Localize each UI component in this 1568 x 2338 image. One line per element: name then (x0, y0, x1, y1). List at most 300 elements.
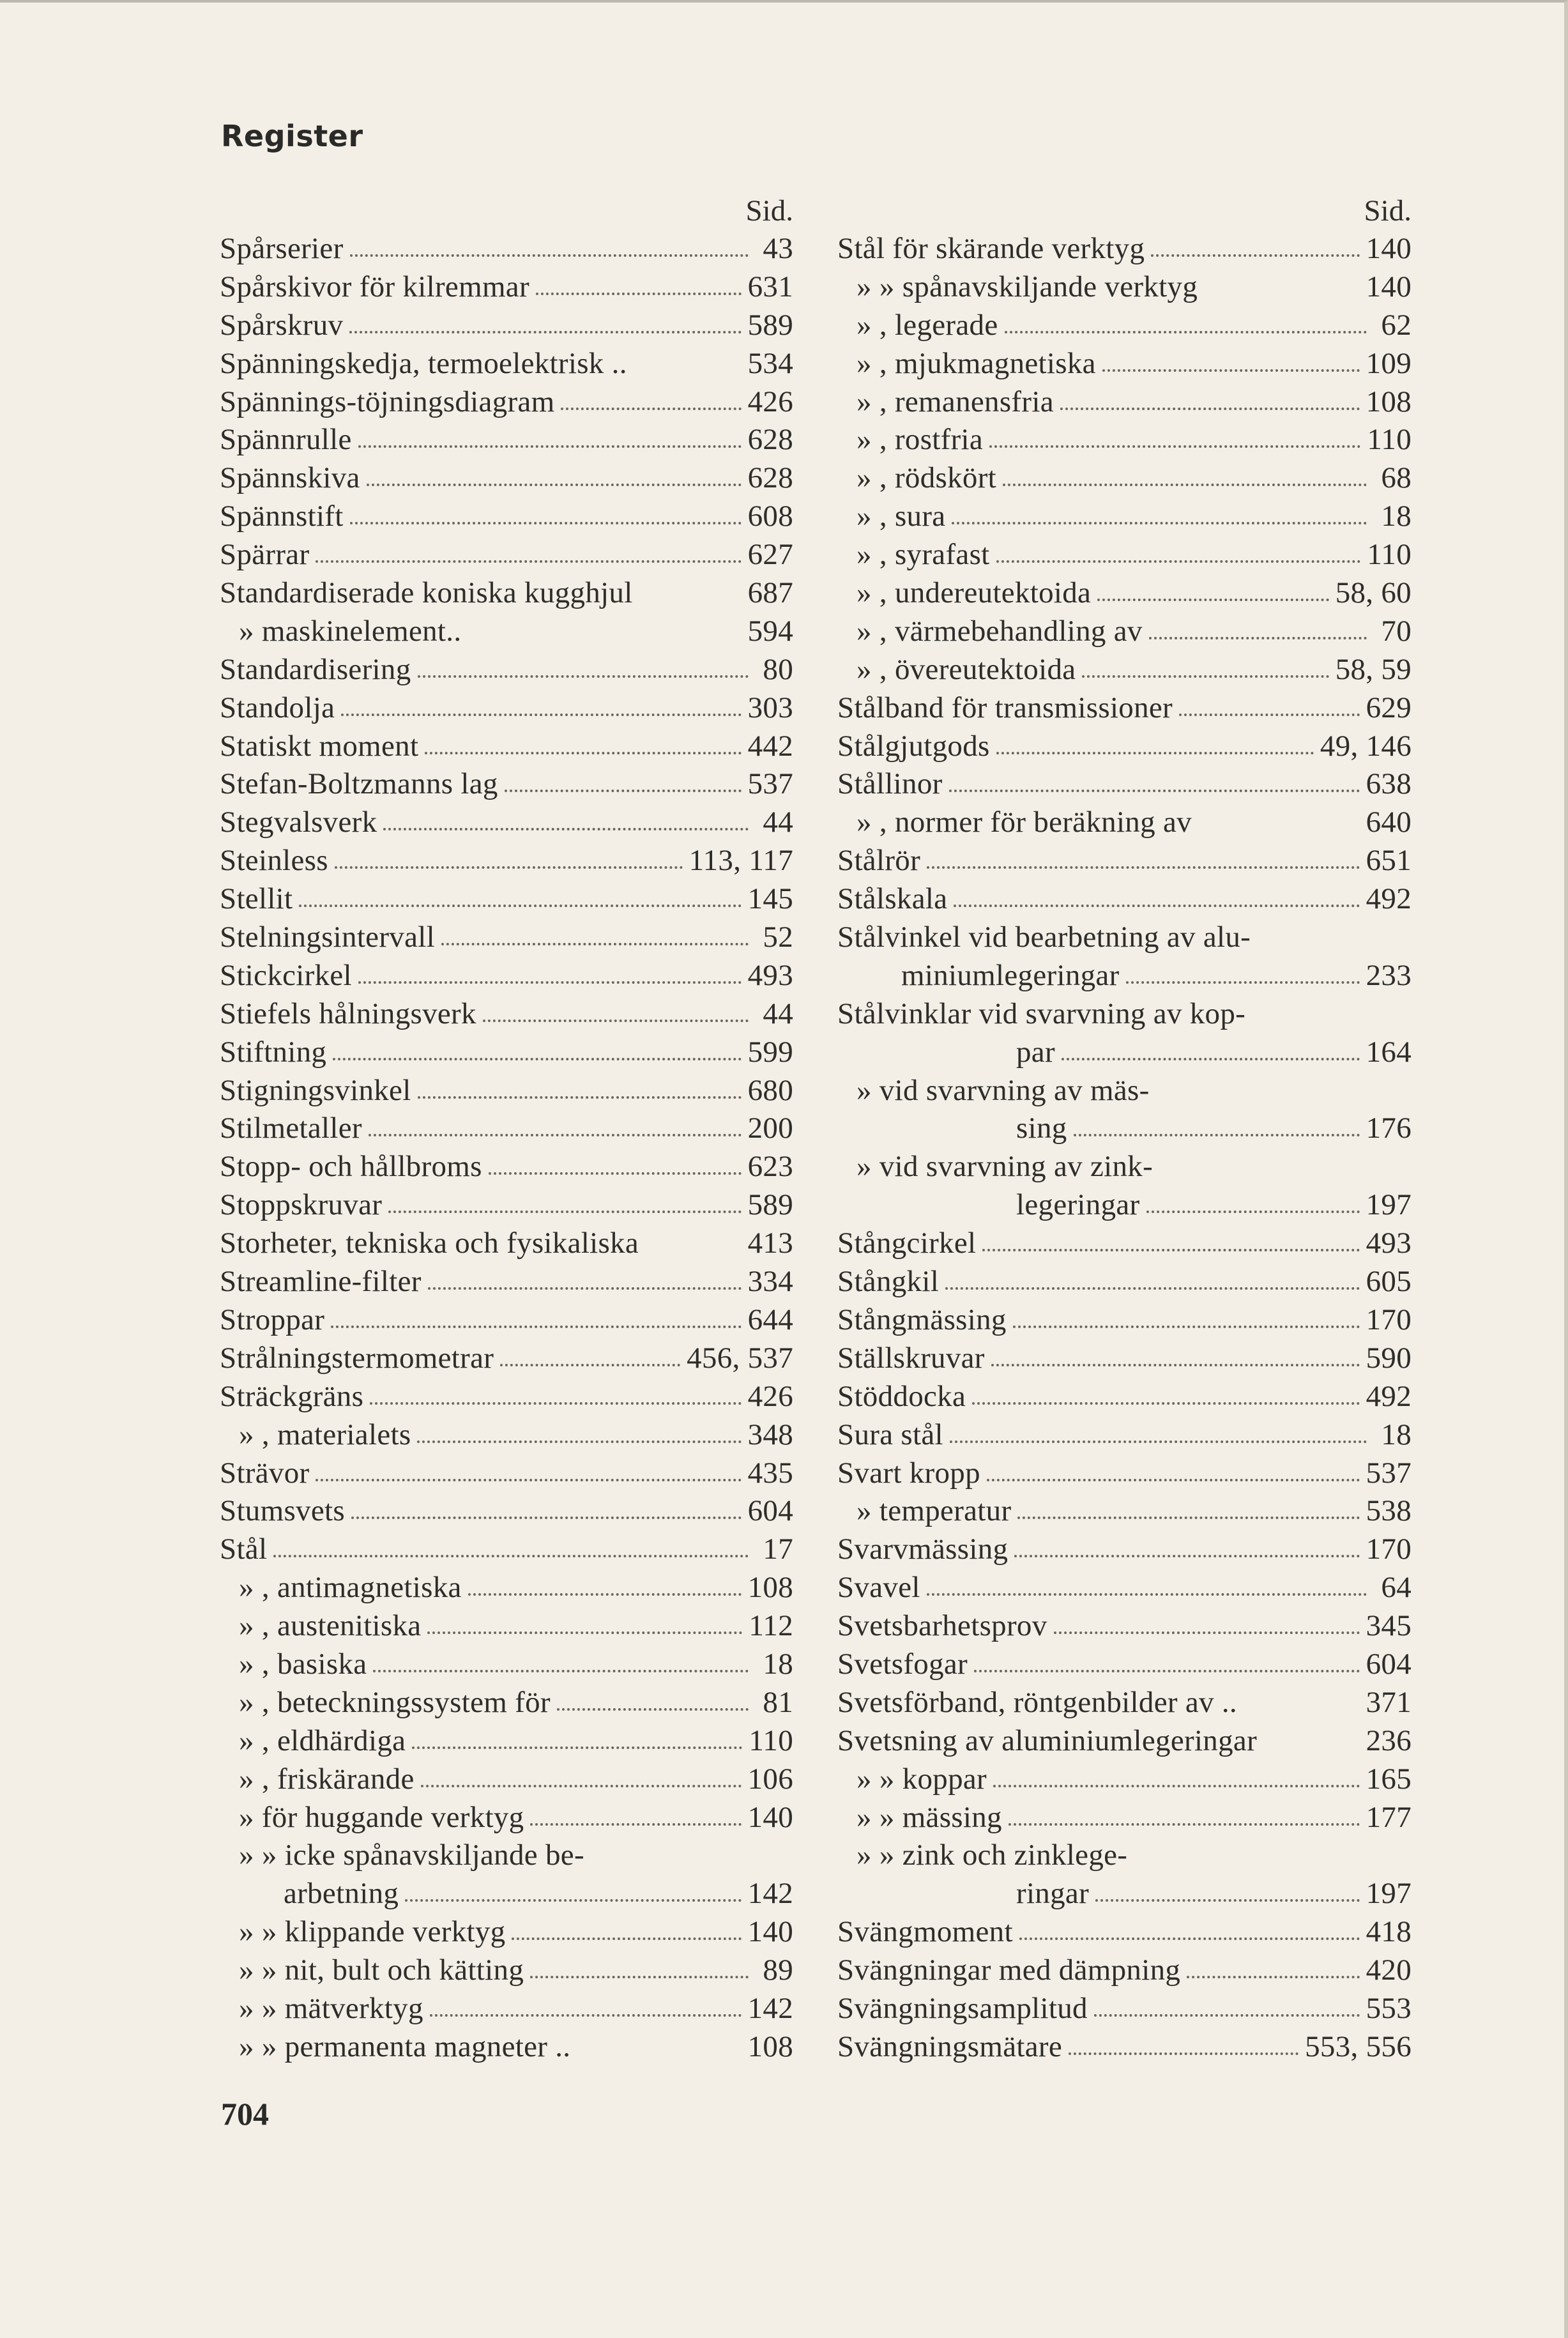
dot-leader (557, 1708, 749, 1711)
index-entry (837, 1492, 1412, 1531)
index-entry (837, 1416, 1412, 1455)
entry-page-ref: 52 (763, 921, 793, 954)
dot-leader (991, 1364, 1360, 1366)
entry-page-ref: 442 (747, 729, 793, 763)
entry-term: Spännskiva (220, 461, 360, 495)
entry-page-ref: 197 (1366, 1188, 1412, 1222)
entry-term: » , materialets (239, 1417, 411, 1451)
dot-leader (428, 1287, 742, 1290)
entry-page-ref: 628 (747, 461, 793, 495)
index-entry (220, 1225, 793, 1263)
entry-term: » » mässing (856, 1800, 1002, 1834)
entry-page-ref: 58, 60 (1335, 576, 1412, 610)
entry-page-ref: 233 (1366, 958, 1412, 992)
dot-leader (987, 1479, 1360, 1481)
entry-page-ref: 110 (749, 1723, 793, 1757)
entry-list (220, 230, 793, 2067)
index-entry (220, 995, 793, 1034)
page-number: 704 (221, 2096, 269, 2132)
entry-page-ref: 140 (1366, 270, 1412, 303)
entry-term: Stålvinkel vid bearbetning av alu- (837, 921, 1251, 954)
entry-page-ref: 17 (763, 1532, 793, 1566)
entry-term: Svängningar med dämpning (837, 1953, 1181, 1987)
entry-term: Stålrör (837, 844, 921, 878)
dot-leader (949, 790, 1360, 792)
dot-leader (358, 445, 742, 448)
dot-leader (388, 1211, 741, 1213)
entry-page-ref: 537 (747, 767, 793, 801)
entry-term: » , övereutektoida (856, 652, 1076, 686)
entry-page-ref: 604 (1366, 1647, 1412, 1681)
index-entry (837, 2028, 1412, 2067)
index-entry (220, 1263, 793, 1301)
dot-leader (993, 1785, 1360, 1787)
entry-term: » » zink och zinklege- (856, 1838, 1128, 1872)
dot-leader (974, 1670, 1360, 1672)
entry-term: » , austenitiska (239, 1609, 422, 1643)
entry-term: » » permanenta magneter .. (239, 2029, 571, 2063)
index-entry (837, 651, 1412, 689)
entry-page-ref: 687 (747, 576, 793, 610)
entry-term: Spännings-töjningsdiagram (220, 385, 555, 418)
entry-page-ref: 64 (1381, 1571, 1412, 1605)
entry-term: » , friskärande (239, 1762, 415, 1796)
index-entry (837, 1110, 1412, 1148)
dot-leader (1019, 1937, 1360, 1940)
entry-list (837, 230, 1412, 2067)
dot-leader (1013, 1326, 1360, 1328)
dot-leader (383, 828, 749, 830)
dot-leader (989, 445, 1360, 448)
entry-page-ref: 456, 537 (687, 1341, 793, 1375)
entry-page-ref: 640 (1366, 806, 1412, 839)
dot-leader (950, 1440, 1367, 1443)
dot-leader (972, 1402, 1359, 1405)
entry-page-ref: 106 (747, 1762, 793, 1796)
entry-term: » , normer för beräkning av (856, 806, 1192, 839)
entry-term: » maskinelement.. (239, 614, 462, 648)
entry-page-ref: 110 (1367, 538, 1412, 572)
index-entry (220, 1110, 793, 1148)
entry-term: Spärrar (220, 538, 310, 572)
entry-page-ref: 113, 117 (689, 844, 793, 878)
dot-leader (536, 293, 742, 295)
entry-page-ref: 605 (1366, 1265, 1412, 1299)
index-entry (837, 1684, 1412, 1722)
index-entry (837, 1607, 1412, 1646)
dot-leader (273, 1555, 749, 1557)
entry-term: Stållinor (837, 767, 943, 801)
index-entry (837, 728, 1412, 766)
entry-term: Strävor (220, 1456, 310, 1490)
dot-leader (1069, 2052, 1298, 2055)
index-entry (220, 1952, 793, 1990)
index-entry (220, 1837, 793, 1875)
index-entry (220, 2028, 793, 2067)
entry-term: » , beteckningssystem för (239, 1685, 551, 1719)
dot-leader (358, 981, 742, 984)
entry-page-ref: 638 (1366, 767, 1412, 801)
index-entry (837, 1990, 1412, 2028)
dot-leader (427, 1631, 742, 1634)
dot-leader (418, 675, 749, 678)
entry-page-ref: 140 (747, 1915, 793, 1949)
entry-term: » , värmebehandling av (856, 614, 1143, 648)
index-entry (220, 1531, 793, 1569)
entry-page-ref: 89 (763, 1953, 793, 1987)
index-entry (220, 383, 793, 422)
entry-term: Stefan-Boltzmanns lag (220, 767, 498, 801)
entry-term: » vid svarvning av mäs- (856, 1073, 1150, 1107)
entry-page-ref: 108 (1366, 385, 1412, 418)
dot-leader (982, 1249, 1359, 1251)
entry-term: » » klippande verktyg (239, 1915, 506, 1949)
dot-leader (505, 790, 742, 792)
entry-term: » för huggande verktyg (239, 1800, 524, 1834)
dot-leader (1074, 1134, 1360, 1136)
entry-term: Standolja (220, 691, 335, 724)
index-entry (220, 804, 793, 842)
entry-term: Strålningstermometrar (220, 1341, 494, 1375)
entry-term: Stegvalsverk (220, 806, 377, 839)
index-entry (837, 613, 1412, 651)
dot-leader (430, 2014, 742, 2017)
entry-term: » , rödskört (856, 461, 997, 495)
index-entry (220, 1340, 793, 1378)
index-entry (220, 1455, 793, 1493)
entry-page-ref: 44 (763, 806, 793, 839)
entry-term: Spårserier (220, 232, 344, 265)
entry-page-ref: 628 (747, 423, 793, 457)
index-entry (220, 1875, 793, 1913)
index-entry (220, 1761, 793, 1799)
entry-term: Sträckgräns (220, 1379, 364, 1413)
entry-term: » , mjukmagnetiska (856, 346, 1096, 380)
entry-page-ref: 110 (1367, 423, 1412, 457)
index-entry (837, 1378, 1412, 1416)
entry-page-ref: 492 (1366, 1379, 1412, 1413)
entry-page-ref: 348 (747, 1417, 793, 1451)
index-column-left (220, 192, 793, 2067)
entry-page-ref: 594 (747, 614, 793, 648)
entry-term: » , basiska (239, 1647, 367, 1681)
index-entry (220, 230, 793, 268)
entry-term: » , remanensfria (856, 385, 1054, 418)
entry-term: miniumlegeringar (901, 958, 1120, 992)
entry-page-ref: 627 (747, 538, 793, 572)
index-entry (220, 880, 793, 919)
page-title: Register (221, 119, 363, 153)
index-entry (220, 1072, 793, 1110)
entry-term: Svart kropp (837, 1456, 980, 1490)
entry-term: Svavel (837, 1571, 920, 1605)
index-entry (220, 345, 793, 383)
entry-term: Stål (220, 1532, 268, 1566)
dot-leader (351, 1517, 742, 1519)
dot-leader (1097, 599, 1328, 601)
dot-leader (1094, 2014, 1360, 2017)
index-entry (837, 1340, 1412, 1378)
index-entry (220, 957, 793, 995)
dot-leader (945, 1287, 1360, 1290)
entry-term: Spårskruv (220, 308, 344, 342)
entry-term: Stålband för transmissioner (837, 691, 1173, 724)
dot-leader (412, 1746, 742, 1749)
index-entry (837, 345, 1412, 383)
dot-leader (341, 714, 741, 716)
index-entry (837, 689, 1412, 728)
entry-term: Spänningskedja, termoelektrisk .. (220, 346, 627, 380)
dot-leader (1126, 981, 1360, 984)
entry-term: » , sura (856, 500, 946, 533)
index-entry (220, 459, 793, 498)
index-entry (837, 1186, 1412, 1225)
entry-page-ref: 140 (747, 1800, 793, 1834)
dot-leader (350, 254, 749, 257)
index-entry (837, 1531, 1412, 1569)
entry-page-ref: 170 (1366, 1532, 1412, 1566)
dot-leader (927, 1593, 1367, 1596)
dot-leader (1054, 1631, 1360, 1634)
dot-leader (335, 866, 683, 869)
dot-leader (1151, 254, 1359, 257)
entry-term: Storheter, tekniska och fysikaliska (220, 1226, 639, 1260)
index-entry (837, 1263, 1412, 1301)
entry-page-ref: 108 (747, 1571, 793, 1605)
entry-page-ref: 164 (1366, 1035, 1412, 1069)
dot-leader (561, 408, 741, 410)
dot-leader (405, 1899, 741, 1902)
index-entry (220, 1569, 793, 1607)
index-entry (220, 1378, 793, 1416)
entry-page-ref: 418 (1366, 1915, 1412, 1949)
dot-leader (1017, 1517, 1359, 1519)
entry-page-ref: 18 (1381, 1417, 1412, 1451)
index-entry (220, 1990, 793, 2028)
entry-page-ref: 426 (747, 385, 793, 418)
index-entry (220, 1722, 793, 1761)
index-entry (220, 1416, 793, 1455)
index-entry (837, 1034, 1412, 1072)
entry-term: » vid svarvning av zink- (856, 1150, 1153, 1184)
index-entry (837, 421, 1412, 459)
entry-page-ref: 18 (1381, 500, 1412, 533)
index-entry (837, 1952, 1412, 1990)
dot-leader (1187, 1976, 1359, 1978)
entry-page-ref: 44 (763, 997, 793, 1030)
entry-page-ref: 413 (747, 1226, 793, 1260)
entry-page-ref: 589 (747, 1188, 793, 1222)
entry-term: Svetsning av aluminiumlegeringar (837, 1723, 1258, 1757)
entry-page-ref: 589 (747, 308, 793, 342)
index-entry (220, 536, 793, 574)
index-entry (220, 1492, 793, 1531)
index-entry (837, 307, 1412, 345)
entry-page-ref: 140 (1366, 232, 1412, 265)
index-entry (220, 613, 793, 651)
entry-page-ref: 62 (1381, 308, 1412, 342)
entry-term: Stångmässing (837, 1303, 1007, 1336)
entry-term: » , syrafast (856, 538, 990, 572)
index-entry (220, 1034, 793, 1072)
entry-term: Statiskt moment (220, 729, 419, 763)
entry-term: » , legerade (856, 308, 998, 342)
entry-term: Stroppar (220, 1303, 325, 1336)
entry-term: Ställskruvar (837, 1341, 985, 1375)
entry-term: Stålskala (837, 882, 948, 916)
entry-page-ref: 81 (763, 1685, 793, 1719)
index-entry (837, 880, 1412, 919)
index-entry (220, 1799, 793, 1837)
index-entry (837, 1148, 1412, 1186)
dot-leader (468, 1593, 742, 1596)
entry-page-ref: 420 (1366, 1953, 1412, 1987)
entry-page-ref: 165 (1366, 1762, 1412, 1796)
index-entry (837, 765, 1412, 804)
index-entry (837, 1455, 1412, 1493)
entry-page-ref: 599 (747, 1035, 793, 1069)
index-entry (837, 1837, 1412, 1875)
index-entry (220, 1913, 793, 1952)
dot-leader (316, 1479, 741, 1481)
entry-term: » » koppar (856, 1762, 987, 1796)
dot-leader (418, 1096, 742, 1099)
dot-leader (954, 905, 1359, 907)
index-entry (837, 1799, 1412, 1837)
entry-page-ref: 334 (747, 1265, 793, 1299)
index-column-right (837, 192, 1412, 2067)
entry-page-ref: 631 (747, 270, 793, 303)
entry-page-ref: 553, 556 (1305, 2029, 1412, 2063)
index-entry (837, 1301, 1412, 1340)
entry-term: Sura stål (837, 1417, 943, 1451)
entry-page-ref: 176 (1366, 1112, 1412, 1145)
entry-page-ref: 435 (747, 1456, 793, 1490)
dot-leader (367, 484, 742, 486)
entry-term: par (1016, 1035, 1055, 1069)
entry-page-ref: 537 (1366, 1456, 1412, 1490)
index-entry (837, 1761, 1412, 1799)
index-entry (837, 1225, 1412, 1263)
entry-term: arbetning (284, 1877, 399, 1911)
dot-leader (1102, 369, 1360, 372)
entry-term: » , eldhärdiga (239, 1723, 406, 1757)
dot-leader (441, 943, 749, 945)
index-entry (837, 1072, 1412, 1110)
dot-leader (425, 752, 741, 754)
index-entry (220, 574, 793, 613)
dot-leader (1005, 331, 1367, 333)
index-entry (837, 383, 1412, 422)
index-entry (220, 765, 793, 804)
dot-leader (996, 560, 1361, 563)
entry-term: » » nit, bult och kätting (239, 1953, 524, 1987)
dot-leader (1149, 637, 1367, 639)
entry-page-ref: 70 (1381, 614, 1412, 648)
entry-term: sing (1016, 1112, 1067, 1145)
entry-page-ref: 170 (1366, 1303, 1412, 1336)
entry-term: Stickcirkel (220, 958, 352, 992)
entry-page-ref: 80 (763, 652, 793, 686)
entry-term: Svängningsmätare (837, 2029, 1062, 2063)
entry-term: » » mätverktyg (239, 1991, 423, 2025)
dot-leader (370, 1402, 741, 1405)
entry-term: Standardisering (220, 652, 411, 686)
entry-term: Stålvinklar vid svarvning av kop- (837, 997, 1246, 1030)
page-column-heading: Sid. (745, 194, 793, 227)
entry-page-ref: 58, 59 (1335, 652, 1412, 686)
entry-page-ref: 629 (1366, 691, 1412, 724)
entry-term: Stångcirkel (837, 1226, 977, 1260)
index-entry (220, 842, 793, 880)
index-entry (220, 421, 793, 459)
dot-leader (417, 1440, 741, 1443)
entry-page-ref: 142 (747, 1877, 793, 1911)
index-entry (837, 1875, 1412, 1913)
index-entry (837, 842, 1412, 880)
entry-term: » , antimagnetiska (239, 1571, 462, 1605)
page-column-heading: Sid. (1364, 194, 1412, 227)
index-entry (837, 995, 1412, 1034)
entry-term: Stilmetaller (220, 1112, 362, 1145)
index-entry (220, 1186, 793, 1225)
dot-leader (1179, 714, 1360, 716)
dot-leader (369, 1134, 742, 1136)
entry-term: Stopp- och hållbroms (220, 1150, 482, 1184)
entry-term: Standardiserade koniska kugghjul (220, 576, 633, 610)
dot-leader (316, 560, 741, 563)
entry-term: Steinless (220, 844, 328, 878)
index-entry (220, 307, 793, 345)
entry-term: Stumsvets (220, 1494, 345, 1528)
entry-page-ref: 493 (747, 958, 793, 992)
index-entry (837, 1913, 1412, 1952)
dot-leader (1146, 1211, 1360, 1213)
dot-leader (483, 1020, 749, 1022)
entry-term: Stellit (220, 882, 293, 916)
entry-page-ref: 303 (747, 691, 793, 724)
entry-term: Stöddocka (837, 1379, 966, 1413)
entry-term: » » icke spånavskiljande be- (239, 1838, 584, 1872)
entry-page-ref: 109 (1366, 346, 1412, 380)
dot-leader (350, 522, 742, 524)
entry-page-ref: 197 (1366, 1877, 1412, 1911)
entry-page-ref: 623 (747, 1150, 793, 1184)
entry-page-ref: 371 (1366, 1685, 1412, 1719)
dot-leader (299, 905, 741, 907)
index-entry (220, 651, 793, 689)
index-entry (837, 536, 1412, 574)
index-entry (837, 498, 1412, 536)
entry-page-ref: 680 (747, 1073, 793, 1107)
entry-page-ref: 177 (1366, 1800, 1412, 1834)
entry-term: Svetsbarhetsprov (837, 1609, 1047, 1643)
entry-page-ref: 108 (747, 2029, 793, 2063)
index-entry (220, 268, 793, 307)
index-entry (837, 268, 1412, 307)
dot-leader (1082, 675, 1328, 678)
dot-leader (349, 331, 741, 333)
dot-leader (1060, 408, 1360, 410)
dot-leader (331, 1326, 741, 1328)
entry-term: Svarvmässing (837, 1532, 1009, 1566)
entry-page-ref: 534 (747, 346, 793, 380)
entry-term: » , rostfria (856, 423, 984, 457)
entry-page-ref: 608 (747, 500, 793, 533)
dot-leader (1062, 1058, 1360, 1060)
index-entry (837, 1569, 1412, 1607)
dot-leader (512, 1937, 741, 1940)
